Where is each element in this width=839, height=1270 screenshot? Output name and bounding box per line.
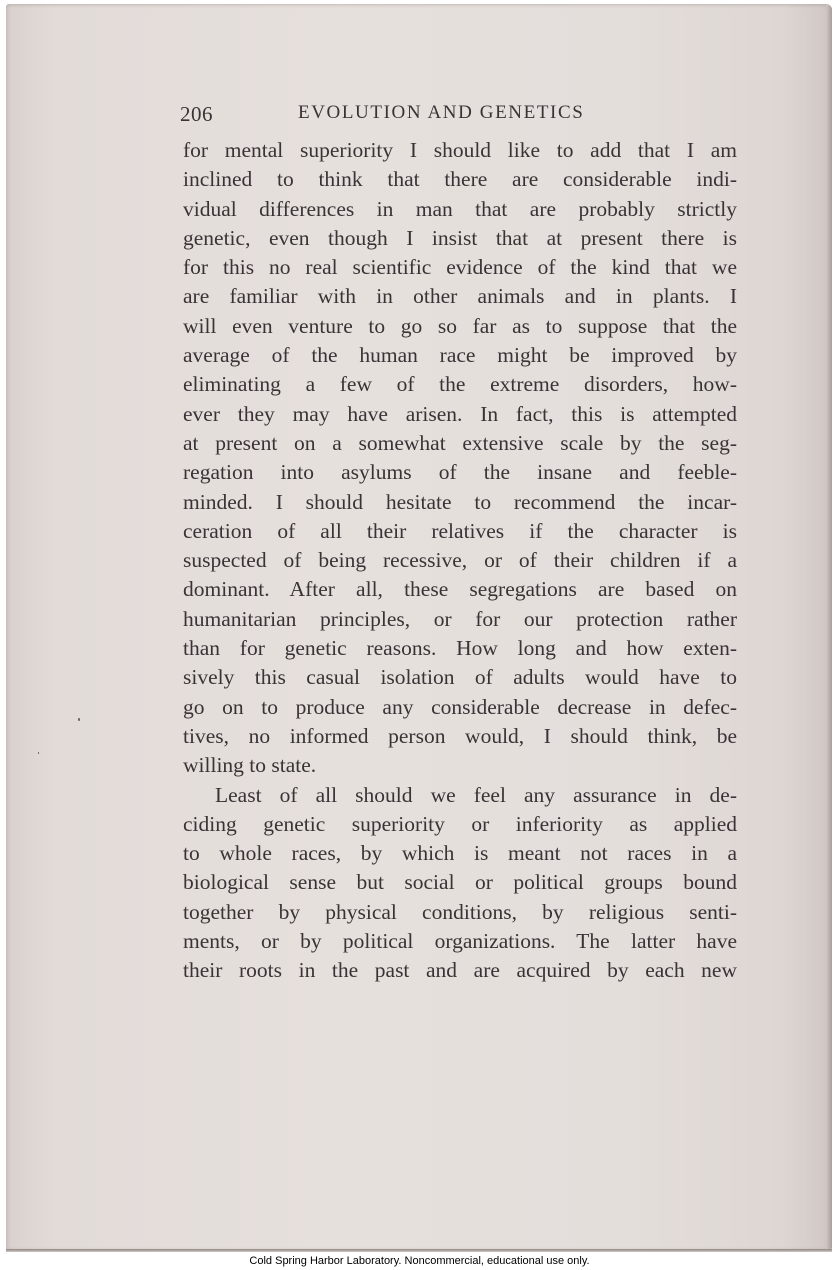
paragraph-1 (183, 136, 737, 781)
text-line: ever they may have arisen. In fact, this is attempted (183, 401, 737, 426)
text-line: suspected of being recessive, or of their children if a (183, 548, 737, 573)
text-line: than for genetic reasons. How long and how exten- (183, 636, 737, 661)
text-line: inclined to think that there are considerable indi- (183, 167, 737, 192)
paragraph-2 (183, 781, 737, 986)
page-number: 206 (180, 102, 213, 126)
page-header (180, 102, 740, 130)
text-line: will even venture to go so far as to suppose that the (183, 313, 737, 338)
text-line: dominant. After all, these segregations are based on (183, 577, 737, 602)
text-line: ciding genetic superiority or inferiority as applied (183, 811, 737, 836)
text-line: vidual differences in man that are probably strictly (183, 196, 737, 221)
running-title: EVOLUTION AND GENETICS (298, 102, 585, 123)
text-line: eliminating a few of the extreme disorders, how- (183, 372, 737, 397)
text-line: ceration of all their relatives if the character is (183, 518, 737, 543)
text-line: go on to produce any considerable decrease in defec- (183, 694, 737, 719)
body-text (183, 136, 737, 986)
text-line: willing to state. (183, 753, 317, 778)
text-line: are familiar with in other animals and in plants. I (183, 284, 737, 309)
paper-speck (78, 718, 80, 721)
text-line: for mental superiority I should like to add that I am (183, 138, 737, 162)
text-line: sively this casual isolation of adults would have to (183, 665, 737, 690)
text-line: together by physical conditions, by religious senti- (183, 899, 737, 924)
paper-speck (38, 752, 39, 754)
text-line: to whole races, by which is meant not races in a (183, 841, 737, 866)
text-line: tives, no informed person would, I should think, be (183, 723, 737, 748)
text-line: minded. I should hesitate to recommend the incar- (183, 489, 737, 514)
text-line: for this no real scientific evidence of the kind that we (183, 255, 737, 280)
text-line: genetic, even though I insist that at present there is (183, 225, 737, 250)
text-line: regation into asylums of the insane and feeble- (183, 460, 737, 485)
page-edge (826, 4, 832, 1251)
text-line: their roots in the past and are acquired by each new (183, 958, 737, 983)
text-line: Least of all should we feel any assurance in de- (215, 782, 737, 807)
copyright-footer: Cold Spring Harbor Laboratory. Noncommercial, educational use only. (249, 1255, 590, 1267)
text-line: humanitarian principles, or for our protection rather (183, 606, 737, 631)
text-line: at present on a somewhat extensive scale by the seg- (183, 430, 737, 455)
text-line: biological sense but social or political groups bound (183, 870, 737, 895)
text-line: average of the human race might be improved by (183, 343, 737, 368)
text-line: ments, or by political organizations. The latter have (183, 929, 737, 954)
